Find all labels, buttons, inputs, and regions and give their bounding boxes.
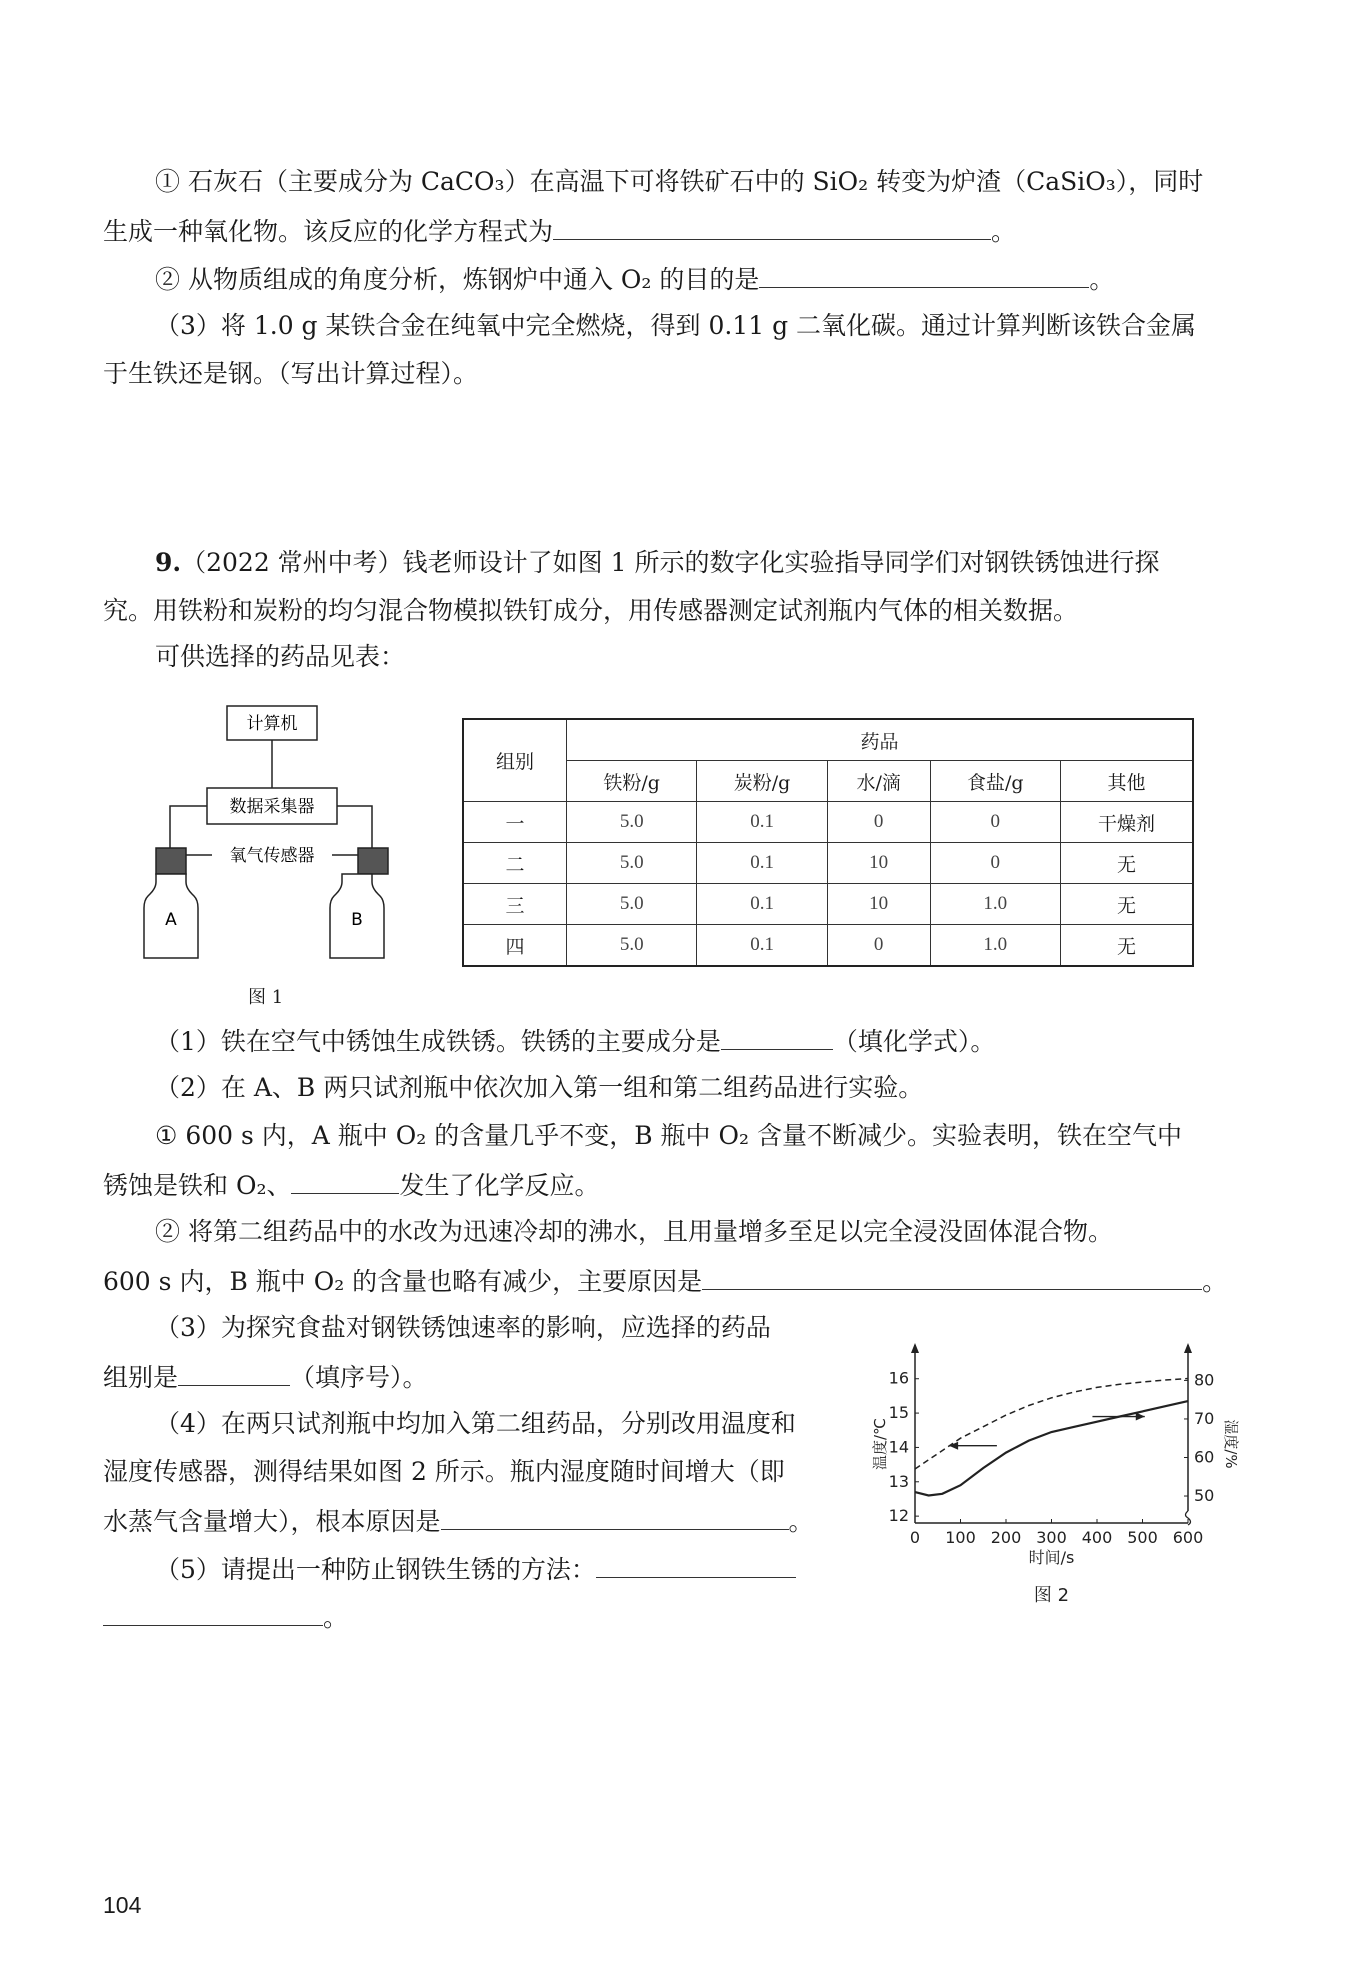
table-cell: 5.0: [567, 925, 697, 967]
bottle-b-label: B: [351, 910, 363, 930]
y-left-tick-label: 16: [888, 1368, 909, 1388]
answer-blank[interactable]: [178, 1359, 290, 1386]
y-right-tick-label: 60: [1194, 1447, 1215, 1467]
table-row: [463, 925, 1193, 967]
figure-2-caption: 图 2: [1033, 1585, 1070, 1606]
x-tick-label: 300: [1036, 1528, 1067, 1547]
table-cell: 0: [827, 802, 930, 843]
table-cell: 四: [463, 925, 567, 967]
table-cell: 0.1: [697, 884, 827, 925]
text-line: （3）将 1.0 g 某铁合金在纯氧中完全燃烧，得到 0.11 g 二氧化碳。通过计算判断该铁合金属: [155, 311, 1197, 340]
table-cell: 1.0: [930, 925, 1060, 967]
punctuation: 。: [788, 1507, 814, 1536]
answer-blank[interactable]: [441, 1503, 789, 1530]
table-cell: 1.0: [930, 884, 1060, 925]
table-cell: 0: [930, 802, 1060, 843]
answer-blank[interactable]: [291, 1167, 399, 1194]
x-tick-label: 100: [945, 1528, 976, 1547]
arrow-head-left: [949, 1442, 958, 1450]
table-cell: 二: [463, 843, 567, 884]
table-cell: 0.1: [697, 843, 827, 884]
text-line: （2）在 A、B 两只试剂瓶中依次加入第一组和第二组药品进行实验。: [155, 1073, 924, 1102]
question-text: 发生了化学反应。: [399, 1171, 600, 1200]
x-tick-label: 600: [1172, 1528, 1204, 1547]
x-tick-label: 200: [990, 1528, 1022, 1547]
text-line: 湿度传感器，测得结果如图 2 所示。瓶内湿度随时间增大（即: [103, 1457, 785, 1486]
y-right-tick-label: 70: [1194, 1408, 1215, 1428]
text-line: 可供选择的药品见表：: [155, 642, 406, 671]
text-line: [103, 1503, 814, 1539]
question-text: 组别是: [103, 1363, 179, 1392]
table-cell: 10: [827, 884, 930, 925]
table-cell: 0.1: [697, 802, 827, 843]
question-text: （填化学式）。: [832, 1027, 996, 1056]
y-left-tick-label: 15: [888, 1403, 909, 1423]
question-text: ② 从物质组成的角度分析，炼钢炉中通入 O₂ 的目的是: [155, 265, 760, 294]
table-row: [463, 884, 1193, 925]
y-axis-right-arrow: [1184, 1343, 1192, 1353]
table-cell: 三: [463, 884, 567, 925]
table-row: [463, 843, 1193, 884]
table-cell: 0: [827, 925, 930, 967]
table-cell: 无: [1060, 884, 1193, 925]
question-9-intro: [155, 546, 1159, 580]
table-col-header: 其他: [1060, 761, 1193, 802]
y-left-tick-label: 12: [888, 1506, 909, 1526]
drugs-table: [462, 718, 1194, 967]
answer-blank[interactable]: [702, 1263, 1202, 1290]
table-col-header: 水/滴: [827, 761, 930, 802]
humidity-line: [915, 1379, 1188, 1470]
y-axis-left-arrow: [911, 1343, 919, 1353]
table-col-header: 炭粉/g: [697, 761, 827, 802]
text-line: [103, 1359, 428, 1395]
computer-label: 计算机: [246, 714, 298, 734]
table-col-header: 铁粉/g: [567, 761, 697, 802]
data-collector-label: 数据采集器: [229, 797, 315, 817]
y-left-tick-label: 14: [888, 1437, 909, 1457]
figure-1-apparatus: [140, 700, 390, 970]
question-text: 水蒸气含量增大），根本原因是: [103, 1507, 441, 1536]
text-line: ① 石灰石（主要成分为 CaCO₃）在高温下可将铁矿石中的 SiO₂ 转变为炉渣（CaSiO₃），同时: [155, 167, 1204, 196]
table-cell: 5.0: [567, 843, 697, 884]
table-cell: 5.0: [567, 802, 697, 843]
text-line: ② 将第二组药品中的水改为迅速冷却的沸水，且用量增多至足以完全浸没固体混合物。: [155, 1217, 1113, 1246]
text-line: [155, 261, 1114, 297]
oxygen-sensor-label: 氧气传感器: [229, 846, 315, 866]
table-cell: 5.0: [567, 884, 697, 925]
x-tick-label: 400: [1081, 1528, 1113, 1547]
answer-blank[interactable]: [596, 1551, 796, 1578]
answer-blank[interactable]: [721, 1023, 833, 1050]
question-text: （2022 常州中考）钱老师设计了如图 1 所示的数字化实验指导同学们对钢铁锈蚀进行探: [181, 548, 1160, 577]
arrow-head-right: [1136, 1413, 1145, 1421]
table-cell: 0: [930, 843, 1060, 884]
question-text: （5）请提出一种防止钢铁生锈的方法：: [155, 1555, 596, 1584]
text-line: ① 600 s 内，A 瓶中 O₂ 的含量几乎不变，B 瓶中 O₂ 含量不断减少。实验表明，铁在空气中: [155, 1121, 1182, 1150]
y-right-tick-label: 50: [1194, 1486, 1215, 1506]
table-header-drugs: 药品: [567, 719, 1194, 761]
x-tick-label: 500: [1127, 1528, 1158, 1547]
text-line: [155, 1023, 995, 1059]
question-text: 锈蚀是铁和 O₂、: [103, 1171, 292, 1200]
y-axis-left-label: 温度/℃: [871, 1418, 889, 1470]
question-text: （1）铁在空气中锈蚀生成铁锈。铁锈的主要成分是: [155, 1027, 721, 1056]
text-line: （4）在两只试剂瓶中均加入第二组药品，分别改用温度和: [155, 1409, 796, 1438]
table-cell: 无: [1060, 925, 1193, 967]
sensor-cap-b: [358, 848, 388, 874]
table-header-group: 组别: [463, 719, 567, 802]
table-row: [463, 802, 1193, 843]
x-axis-label: 时间/s: [1028, 1548, 1075, 1567]
text-line: [103, 1599, 348, 1635]
page-number: 104: [103, 1892, 142, 1918]
figure-2-chart: [870, 1335, 1250, 1615]
sensor-cap-a: [156, 848, 186, 874]
bottle-a-label: A: [165, 910, 177, 930]
table-col-header: 食盐/g: [930, 761, 1060, 802]
figure-1-caption: 图 1: [248, 987, 284, 1008]
answer-blank[interactable]: [553, 213, 991, 240]
table-cell: 无: [1060, 843, 1193, 884]
y-right-tick-label: 80: [1194, 1370, 1215, 1390]
text-line: [155, 1551, 796, 1587]
text-line: [103, 213, 1016, 249]
question-text: （填序号）。: [290, 1363, 428, 1392]
text-line: 究。用铁粉和炭粉的均匀混合物模拟铁钉成分，用传感器测定试剂瓶内气体的相关数据。: [103, 596, 1079, 625]
text-line: 于生铁还是钢。（写出计算过程）。: [103, 359, 479, 388]
text-line: [103, 1167, 599, 1203]
table-cell: 一: [463, 802, 567, 843]
y-axis-right-label: 湿度/%: [1222, 1419, 1240, 1469]
answer-blank[interactable]: [103, 1599, 323, 1626]
punctuation: 。: [1202, 1267, 1228, 1296]
punctuation: 。: [991, 217, 1017, 246]
table-cell: 10: [827, 843, 930, 884]
x-tick-label: 0: [909, 1528, 921, 1547]
punctuation: 。: [323, 1603, 349, 1632]
text-line: （3）为探究食盐对钢铁锈蚀速率的影响，应选择的药品: [155, 1313, 771, 1342]
y-left-tick-label: 13: [888, 1471, 909, 1491]
text-line: [103, 1263, 1227, 1299]
question-text: 生成一种氧化物。该反应的化学方程式为: [103, 217, 554, 246]
table-cell: 0.1: [697, 925, 827, 967]
answer-blank[interactable]: [759, 261, 1089, 288]
question-text: 600 s 内，B 瓶中 O₂ 的含量也略有减少，主要原因是: [103, 1267, 703, 1296]
punctuation: 。: [1089, 265, 1115, 294]
table-cell: 干燥剂: [1060, 802, 1193, 843]
question-number: 9.: [155, 548, 182, 577]
